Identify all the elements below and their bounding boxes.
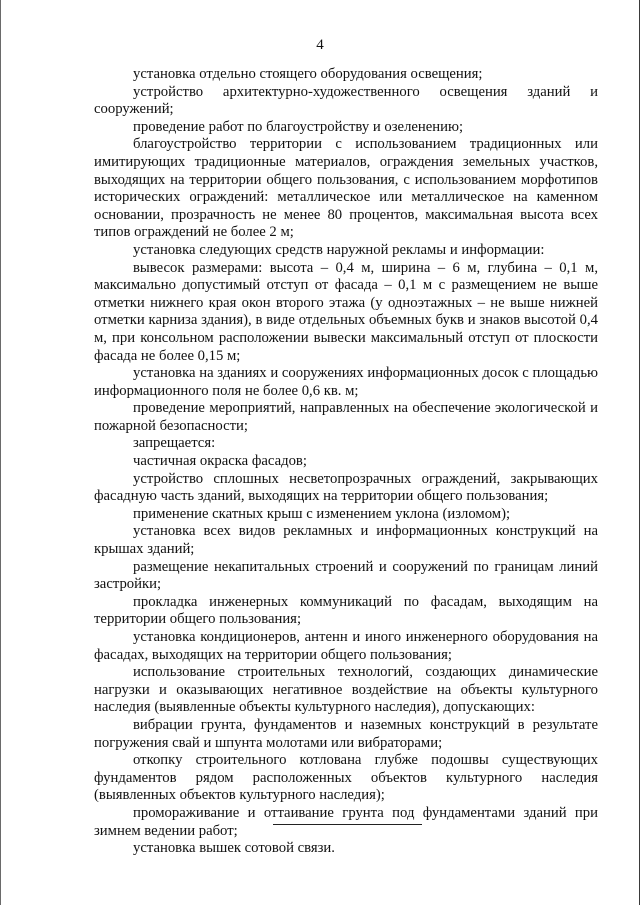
paragraph: размещение некапитальных строений и сооружений по границам линий застройки; xyxy=(94,558,598,593)
document-body xyxy=(94,66,598,858)
paragraph: установка на зданиях и сооружениях информационных досок с площадью информационного поля не более 0,6 кв. м; xyxy=(94,365,598,399)
paragraph: установка отдельно стоящего оборудования освещения; xyxy=(133,66,483,82)
paragraph: устройство архитектурно-художественного освещения зданий и сооружений; xyxy=(94,83,598,118)
page-number: 4 xyxy=(316,37,324,53)
paragraph: установка следующих средств наружной рекламы и информации: xyxy=(133,241,545,258)
paragraph: установка кондиционеров, антенн и иного инженерного оборудования на фасадах, выходящих на территории общего пользования; xyxy=(94,629,598,663)
paragraph: проведение работ по благоустройству и озеленению; xyxy=(133,118,464,135)
paragraph: частичная окраска фасадов; xyxy=(133,453,307,470)
paragraph: проведение мероприятий, направленных на обеспечение экологической и пожарной безопасности; xyxy=(94,400,598,434)
paragraph: установка вышек сотовой связи. xyxy=(133,840,335,857)
paragraph: вывесок размерами: высота – 0,4 м, ширина – 6 м, глубина – 0,1 м, максимально допустимый отступ от фасада – 0,1 м с размещением не выше отметки нижнего края окон второго этажа (у одноэтажных – не выше нижней отметки карниза здания), в виде отдельных объемных букв и знаков высотой 0,4 м, при консольном расположении вывески максимальный отступ от плоскости фасада не более 0,15 м; xyxy=(94,259,598,364)
paragraph: благоустройство территории с использованием традиционных или имитирующих традиционные материалов, ограждения земельных участков, выходящих на территории общего пользования, с использованием морфотипов исторических ограждений: металлическое или металлическое на каменном основании, прозрачность не менее 80 процентов, максимальная высота всех типов ограждений не более 2 м; xyxy=(94,136,598,241)
paragraph: применение скатных крыш с изменением уклона (изломом); xyxy=(133,505,511,522)
paragraph: откопку строительного котлована глубже подошвы существующих фундаментов рядом расположенных объектов культурного наследия (выявленных объектов культурного наследия); xyxy=(94,752,598,804)
footer-divider xyxy=(273,824,422,825)
paragraph: использование строительных технологий, создающих динамические нагрузки и оказывающих негативное воздействие на объекты культурного наследия (выявленные объекты культурного наследия), допускающих: xyxy=(94,664,598,716)
paragraph: вибрации грунта, фундаментов и наземных конструкций в результате погружения свай и шпунта молотами или вибраторами; xyxy=(94,716,598,751)
paragraph: запрещается: xyxy=(133,435,216,452)
paragraph: прокладка инженерных коммуникаций по фасадам, выходящим на территории общего пользования; xyxy=(94,593,598,628)
paragraph: установка всех видов рекламных и информационных конструкций на крышах зданий; xyxy=(94,523,598,558)
paragraph: устройство сплошных несветопрозрачных ограждений, закрывающих фасадную часть зданий, выходящих на территории общего пользования; xyxy=(94,470,598,505)
paragraph: промораживание и оттаивание грунта под фундаментами зданий при зимнем ведении работ; xyxy=(94,804,598,839)
